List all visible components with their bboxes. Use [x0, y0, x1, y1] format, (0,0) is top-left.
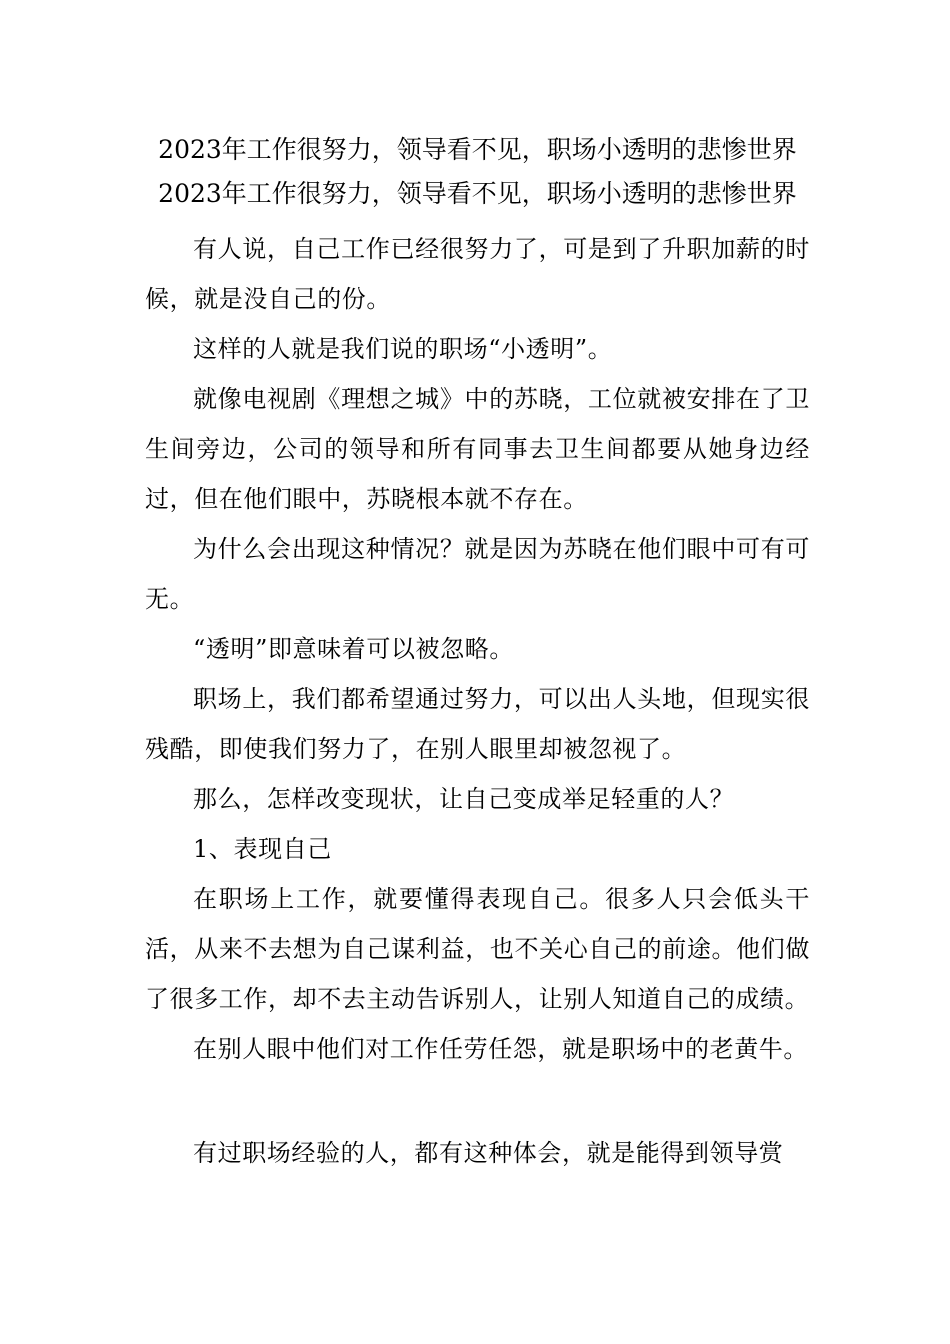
document-page	[145, 128, 810, 1178]
paragraph-2: 这样的人就是我们说的职场“小透明”。	[193, 335, 613, 363]
section-heading-1: 1、表现自己	[193, 835, 332, 863]
paragraph-10: 有过职场经验的人，都有这种体会，就是能得到领导赏	[193, 1139, 784, 1167]
paragraph-7: 那么，怎样改变现状，让自己变成举足轻重的人？	[193, 785, 735, 813]
paragraph-1: 有人说，自己工作已经很努力了，可是到了升职加薪的时候，就是没自己的份。	[145, 235, 810, 313]
paragraph-6: 职场上，我们都希望通过努力，可以出人头地，但现实很残酷，即使我们努力了，在别人眼里却被忽视了。	[145, 685, 810, 763]
document-title-line-2: 2023年工作很努力，领导看不见，职场小透明的悲惨世界	[158, 179, 797, 208]
paragraph-3: 就像电视剧《理想之城》中的苏晓，工位就被安排在了卫生间旁边，公司的领导和所有同事去卫生间都要从她身边经过，但在他们眼中，苏晓根本就不存在。	[145, 385, 810, 513]
document-title-line-1: 2023年工作很努力，领导看不见，职场小透明的悲惨世界	[158, 135, 797, 164]
paragraph-4: 为什么会出现这种情况？就是因为苏晓在他们眼中可有可无。	[145, 535, 810, 613]
paragraph-gap	[145, 1074, 810, 1128]
paragraph-8: 在职场上工作，就要懂得表现自己。很多人只会低头干活，从来不去想为自己谋利益，也不关心自己的前途。他们做了很多工作，却不去主动告诉别人，让别人知道自己的成绩。	[145, 885, 810, 1013]
paragraph-5: “透明”即意味着可以被忽略。	[193, 635, 514, 663]
paragraph-9: 在别人眼中他们对工作任劳任怨，就是职场中的老黄牛。	[193, 1035, 808, 1063]
